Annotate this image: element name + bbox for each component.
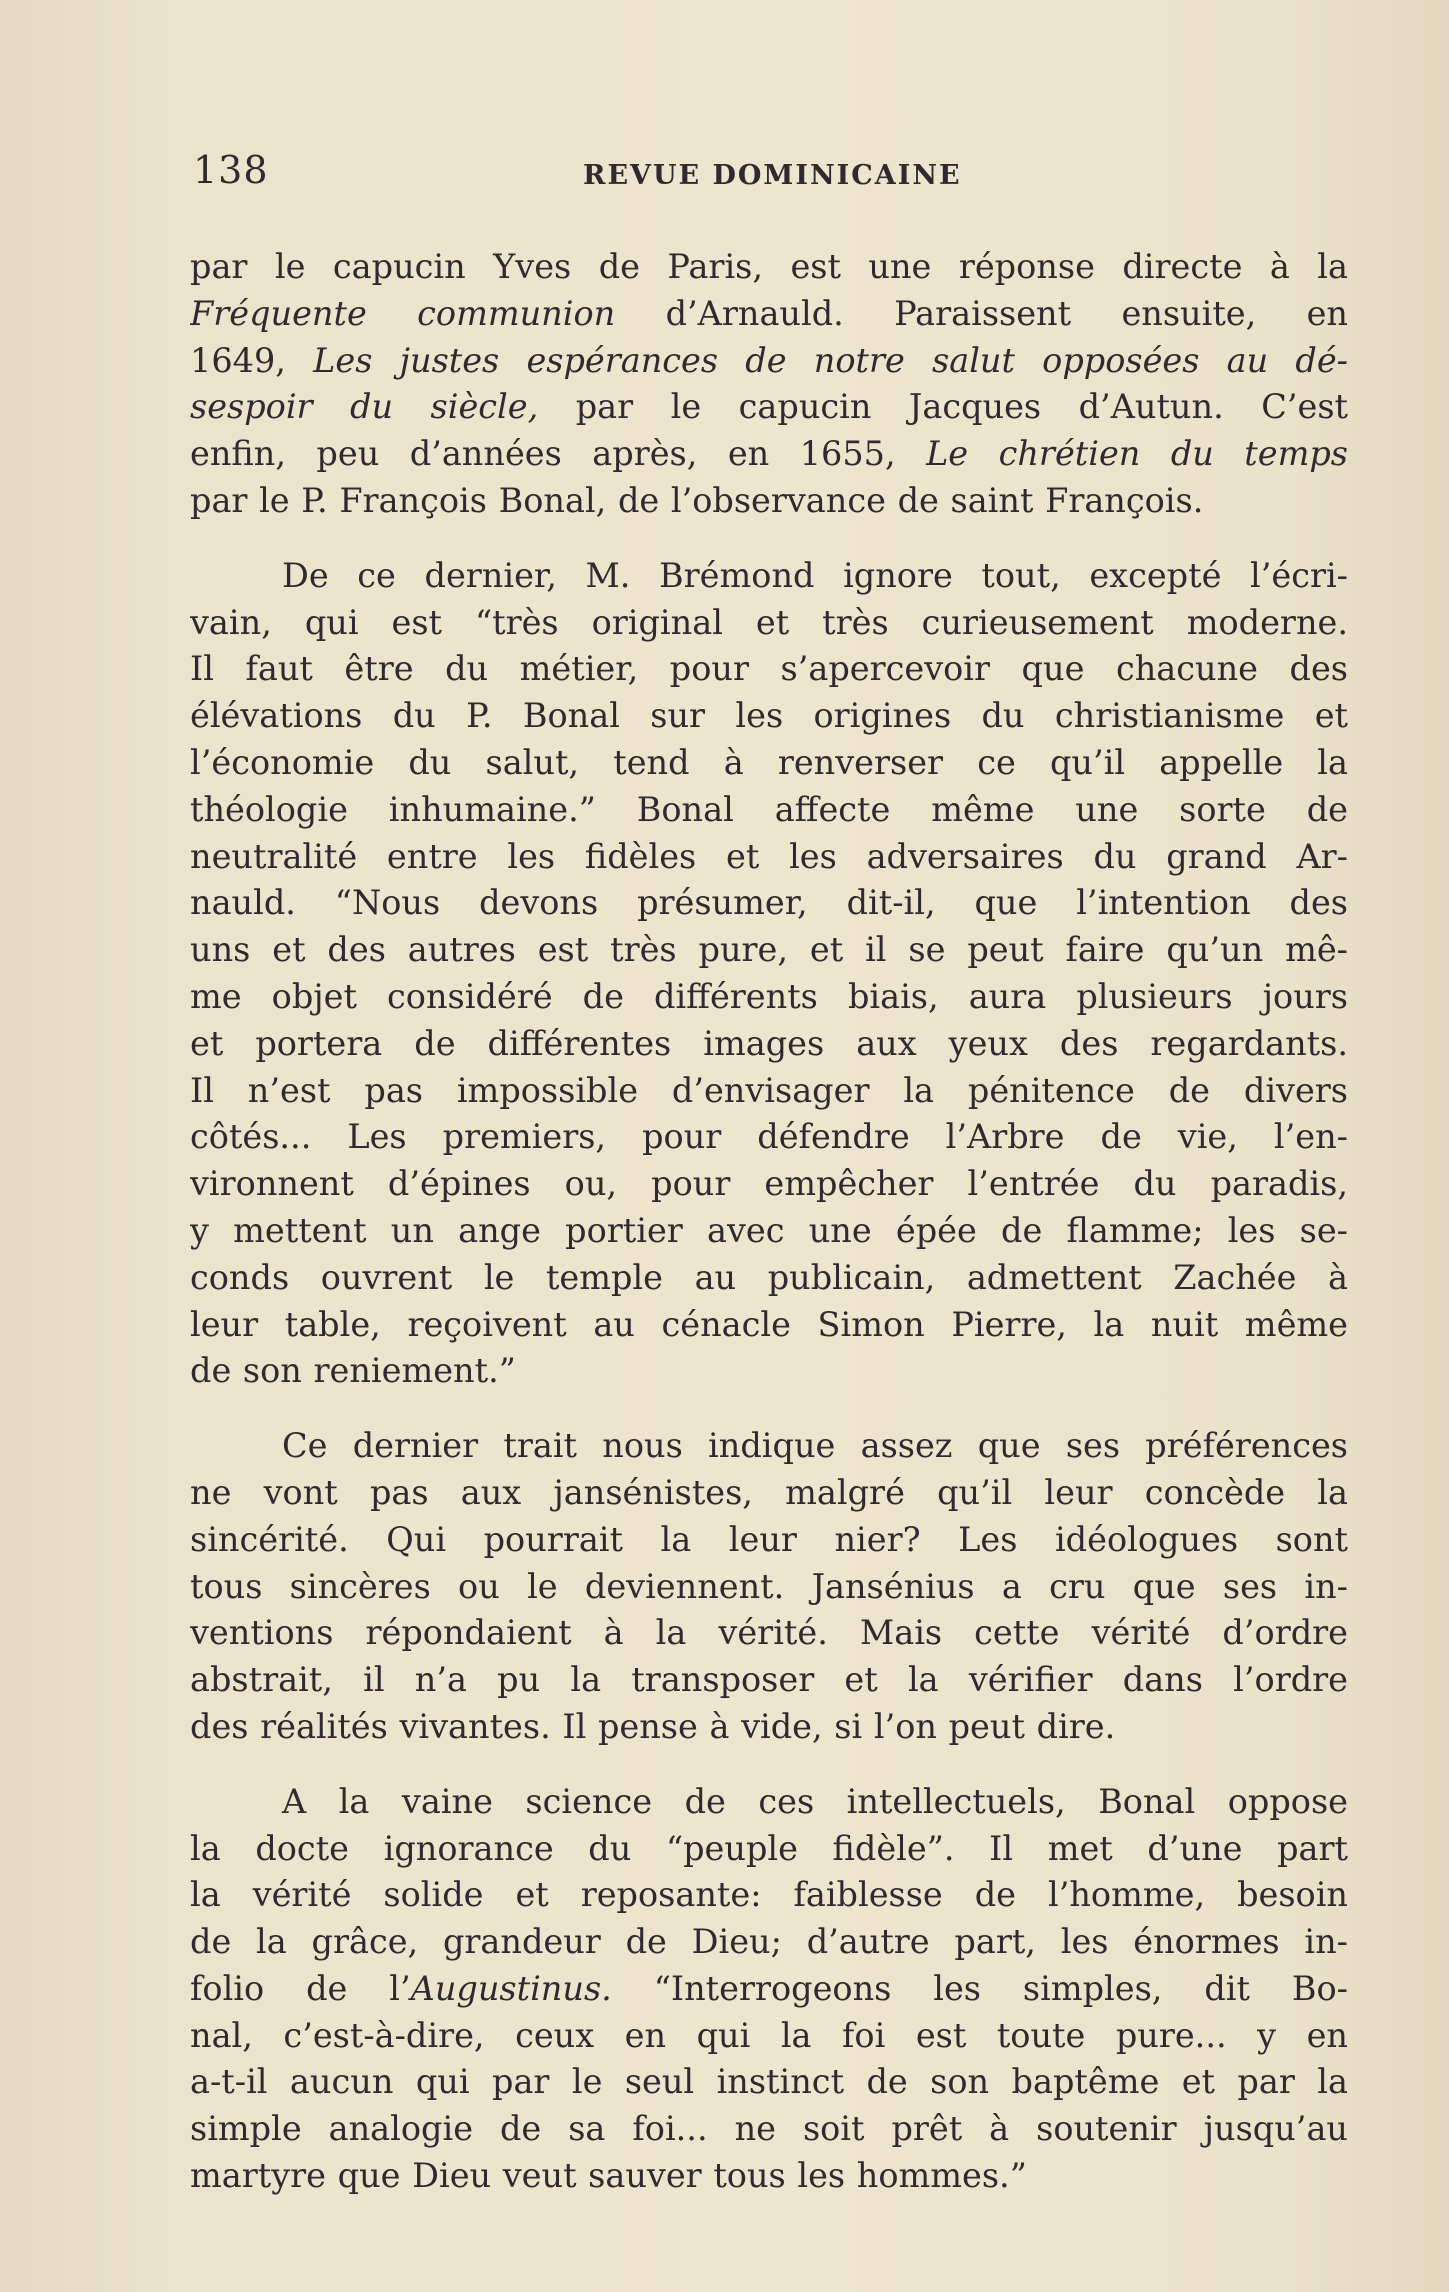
text-line: ventions répondaient à la vérité. Mais cette vérité d’ordre: [190, 1613, 1348, 1653]
text-line: leur table, reçoivent au cénacle Simon Pierre, la nuit même: [190, 1304, 1348, 1344]
text-line: De ce dernier, M. Brémond ignore tout, excepté l’écri-: [282, 555, 1348, 595]
text-line: simple analogie de sa foi... ne soit prêt à soutenir jusqu’au: [190, 2109, 1348, 2149]
text-line: des réalités vivantes. Il pense à vide, si l’on peut dire.: [190, 1706, 1116, 1746]
page-number: 138: [193, 148, 269, 192]
body-text: [190, 244, 1348, 2200]
text-line: côtés... Les premiers, pour défendre l’Arbre de vie, l’en-: [190, 1117, 1348, 1157]
text-line: la docte ignorance du “peuple fidèle”. Il met d’une part: [190, 1828, 1348, 1868]
text-line: et portera de différentes images aux yeux des regardants.: [190, 1023, 1348, 1063]
paragraph-gap: [190, 1395, 1348, 1423]
text-line: l’économie du salut, tend à renverser ce qu’il appelle la: [190, 742, 1348, 782]
text-line: Ce dernier trait nous indique assez que ses préférences: [282, 1426, 1348, 1466]
text-line: théologie inhumaine.” Bonal affecte même une sorte de: [190, 789, 1348, 829]
text-line: par le P. François Bonal, de l’observance de saint François.: [190, 480, 1204, 520]
paragraph: [190, 1423, 1348, 1751]
paragraph-gap: [190, 525, 1348, 553]
text-line: la vérité solide et reposante: faiblesse de l’homme, besoin: [190, 1875, 1348, 1915]
paragraph: [190, 244, 1348, 525]
text-line: de la grâce, grandeur de Dieu; d’autre part, les énormes in-: [190, 1922, 1348, 1962]
text-line: uns et des autres est très pure, et il se peut faire qu’un mê-: [190, 930, 1348, 970]
text-line: a-t-il aucun qui par le seul instinct de son baptême et par la: [190, 2062, 1348, 2102]
text-line: neutralité entre les fidèles et les adversaires du grand Ar-: [190, 836, 1348, 876]
text-line: y mettent un ange portier avec une épée de flamme; les se-: [190, 1210, 1348, 1250]
text-line: tous sincères ou le deviennent. Jansénius a cru que ses in-: [190, 1566, 1348, 1606]
text-line: abstrait, il n’a pu la transposer et la vérifier dans l’ordre: [190, 1660, 1348, 1700]
text-line: nal, c’est-à-dire, ceux en qui la foi est toute pure... y en: [190, 2015, 1348, 2055]
text-line: me objet considéré de différents biais, aura plusieurs jours: [190, 976, 1348, 1016]
page-header: [193, 148, 1353, 198]
text-line: conds ouvrent le temple au publicain, admettent Zachée à: [190, 1257, 1348, 1297]
text-line: Fréquente communion d’Arnauld. Paraissent ensuite, en: [190, 293, 1348, 333]
running-title: REVUE DOMINICAINE: [583, 160, 962, 191]
text-line: ne vont pas aux jansénistes, malgré qu’il leur concède la: [190, 1472, 1348, 1512]
text-line: de son reniement.”: [190, 1351, 516, 1391]
text-line: martyre que Dieu veut sauver tous les hommes.”: [190, 2156, 1027, 2196]
paragraph: [190, 1779, 1348, 2200]
text-line: par le capucin Yves de Paris, est une réponse directe à la: [190, 247, 1348, 286]
paragraph-gap: [190, 1751, 1348, 1779]
text-line: nauld. “Nous devons présumer, dit-il, que l’intention des: [190, 883, 1348, 923]
text-line: folio de l’Augustinus. “Interrogeons les simples, dit Bo-: [190, 1968, 1348, 2008]
italic-title: Le chrétien du temps: [926, 434, 1348, 474]
text-line: Il n’est pas impossible d’envisager la pénitence de divers: [190, 1070, 1348, 1110]
text-line: élévations du P. Bonal sur les origines du christianisme et: [190, 696, 1348, 736]
text-line: sincérité. Qui pourrait la leur nier? Les idéologues sont: [190, 1519, 1348, 1559]
text-line: 1649, Les justes espérances de notre salut opposées au dé-: [190, 340, 1348, 380]
italic-title: Augustinus.: [410, 1968, 612, 2008]
text-line: vain, qui est “très original et très curieusement moderne.: [190, 602, 1348, 642]
paragraph: [190, 553, 1348, 1395]
text-line: A la vaine science de ces intellectuels, Bonal oppose: [282, 1781, 1348, 1821]
text-line: enfin, peu d’années après, en 1655, Le chrétien du temps: [190, 434, 1348, 474]
text-line: Il faut être du métier, pour s’apercevoir que chacune des: [190, 649, 1348, 689]
italic-title: Fréquente communion: [190, 293, 616, 333]
text-line: sespoir du siècle, par le capucin Jacques d’Autun. C’est: [190, 387, 1348, 427]
italic-title: sespoir du siècle,: [190, 387, 539, 427]
text-line: vironnent d’épines ou, pour empêcher l’entrée du paradis,: [190, 1164, 1348, 1204]
italic-title: Les justes espérances de notre salut opposées au dé-: [313, 340, 1348, 380]
